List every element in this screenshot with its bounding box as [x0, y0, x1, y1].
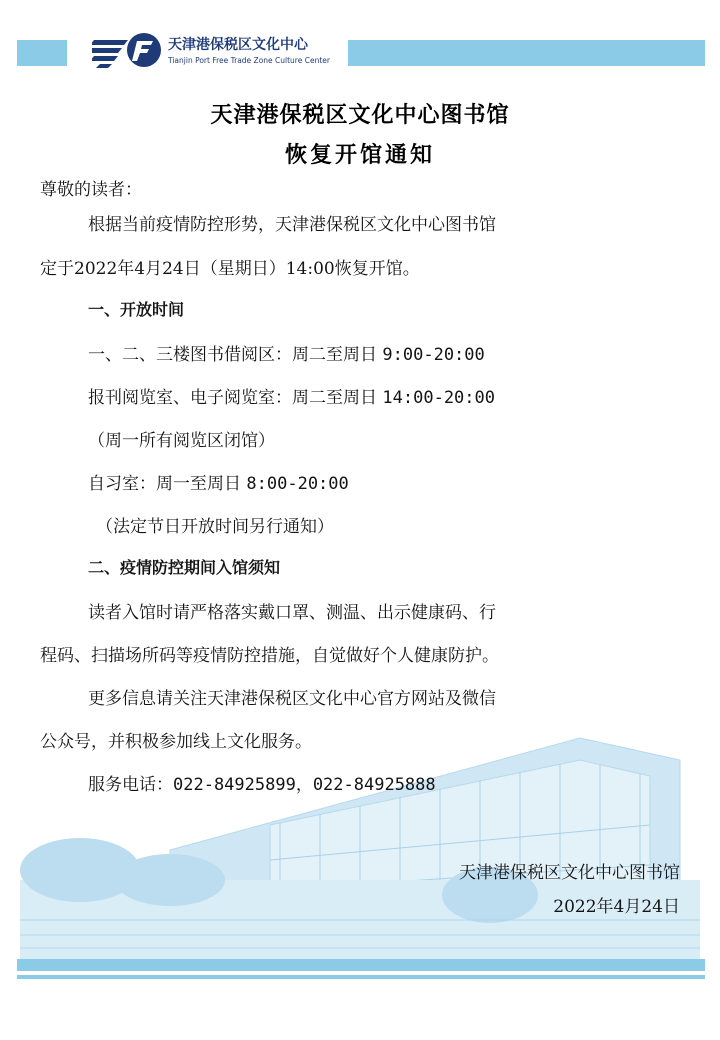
- hours-row-study: [88, 469, 349, 494]
- notice-subtitle: 恢复开馆通知: [284, 143, 435, 168]
- intro-line-2: 定于2022年4月24日（星期日）14:00恢复开馆。: [40, 259, 420, 279]
- phone-row: [88, 770, 436, 795]
- holiday-note: （法定节日开放时间另行通知）: [96, 517, 334, 537]
- more-info-line-1: 更多信息请关注天津港保税区文化中心官方网站及微信: [88, 689, 496, 709]
- section-heading-rules: 二、疫情防控期间入馆须知: [88, 558, 281, 577]
- section-heading-hours: 一、开放时间: [88, 300, 185, 319]
- org-name-cn: 天津港保税区文化中心: [168, 37, 308, 53]
- phone-numbers: 022-84925899，022-84925888: [173, 775, 436, 795]
- rules-line-1: 读者入馆时请严格落实戴口罩、测温、出示健康码、行: [88, 603, 496, 623]
- signature-date: 2022年4月24日: [553, 897, 680, 917]
- intro-line-1: 根据当前疫情防控形势，天津港保税区文化中心图书馆: [88, 215, 496, 235]
- culture-center-logo-icon: [92, 30, 162, 70]
- header-bar-left: [17, 40, 67, 66]
- header-bar-right: [348, 40, 705, 66]
- hours-reading-time: 14:00-20:00: [382, 388, 495, 408]
- hours-row-lending: [88, 340, 485, 365]
- hours-lending-label: 一、二、三楼图书借阅区：周二至周日: [88, 345, 377, 365]
- footer-bar-thin: [17, 975, 705, 979]
- signature-org: 天津港保税区文化中心图书馆: [459, 863, 680, 883]
- org-name-en: Tianjin Port Free Trade Zone Culture Center: [168, 56, 330, 65]
- rules-line-2: 程码、扫描场所码等疫情防控措施，自觉做好个人健康防护。: [40, 646, 499, 666]
- more-info-line-2: 公众号，并积极参加线上文化服务。: [40, 732, 312, 752]
- greeting: 尊敬的读者：: [40, 180, 142, 200]
- hours-lending-time: 9:00-20:00: [382, 345, 485, 365]
- hours-reading-label: 报刊阅览室、电子阅览室：周二至周日: [88, 388, 377, 408]
- phone-label: 服务电话：: [88, 775, 173, 795]
- hours-study-label: 自习室：周一至周日: [88, 474, 241, 494]
- hours-study-time: 8:00-20:00: [246, 474, 349, 494]
- library-building-illustration: [20, 730, 700, 962]
- notice-title: 天津港保税区文化中心图书馆: [210, 103, 510, 128]
- footer-bar: [17, 959, 705, 971]
- monday-closed-note: （周一所有阅览区闭馆）: [88, 431, 275, 451]
- hours-row-reading: [88, 383, 495, 408]
